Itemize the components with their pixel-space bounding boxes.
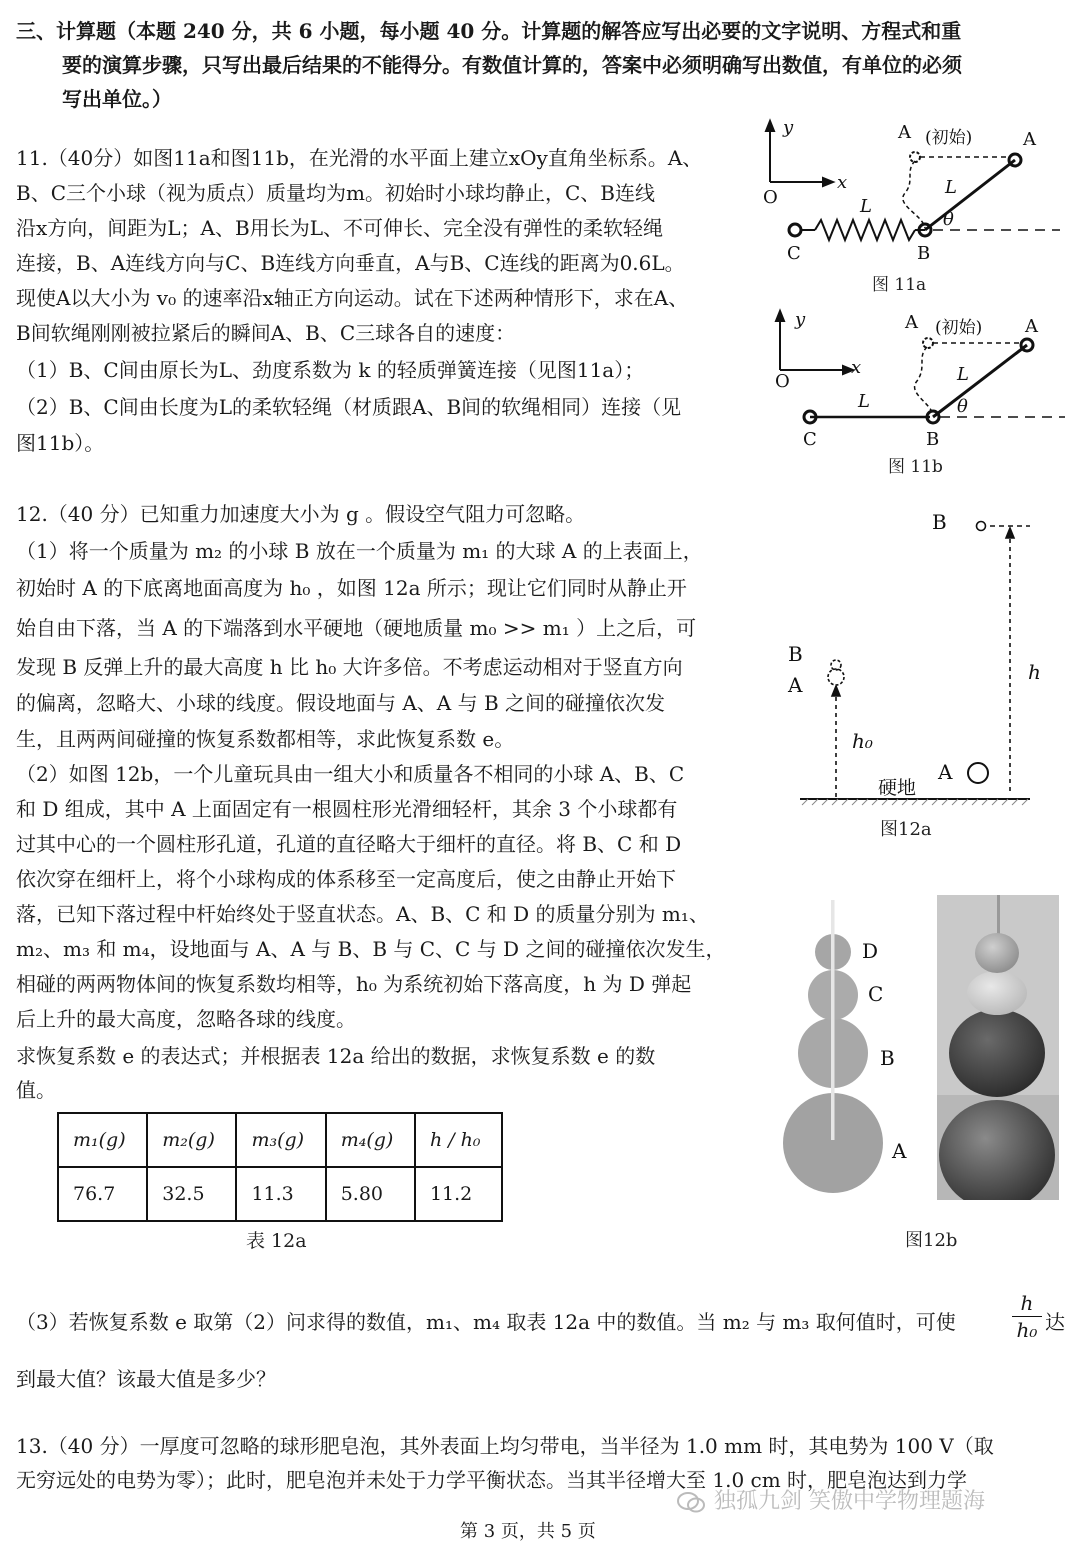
q13-line1: 13.（40 分）一厚度可忽略的球形肥皂泡，其外表面上均匀带电，当半径为 1.0 mm 时，其电势为 100 V（取: [16, 1434, 994, 1458]
fig11a-a-init: A: [898, 122, 911, 143]
q12-line: （2）如图 12b，一个儿童玩具由一组大小和质量各不相同的小球 A、B、C: [16, 762, 685, 786]
table-header-cell: h / h₀: [415, 1113, 502, 1167]
watermark-text: 独孤九剑 笑傲中学物理题海: [714, 1489, 985, 1514]
fig12a-a: A: [788, 673, 803, 697]
q12-line: 求恢复系数 e 的表达式；并根据表 12a 给出的数据，求恢复系数 e 的数: [16, 1044, 656, 1068]
fig11b-caption: 图 11b: [888, 457, 943, 477]
q11-line: B、C三个小球（视为质点）质量均为m。初始时小球均静止，C、B连线: [16, 181, 655, 205]
q11-line: 连接，B、A连线方向与C、B连线方向垂直，A与B、C连线的距离为0.6L。: [16, 251, 685, 275]
q11-line: （1）B、C间由原长为L、劲度系数为 k 的轻质弹簧连接（见图11a）；: [16, 358, 645, 382]
fig12a-b: B: [788, 642, 803, 666]
fig11b-b: B: [926, 429, 940, 450]
q12-part3-line1: （3）若恢复系数 e 取第（2）问求得的数值，m₁、m₄ 取表 12a 中的数值。当 m₂ 与 m₃ 取何值时，可使: [16, 1310, 956, 1334]
q12-line: 和 D 组成，其中 A 上面固定有一根圆柱形光滑细轻杆，其余 3 个小球都有: [16, 797, 678, 821]
fig12b-d: D: [862, 939, 879, 963]
q12-line: 生，且两两间碰撞的恢复系数都相等，求此恢复系数 e。: [16, 727, 515, 751]
fig12b-caption: 图12b: [905, 1230, 958, 1251]
q12-line: 落，已知下落过程中杆始终处于竖直状态。A、B、C 和 D 的质量分别为 m₁、: [16, 902, 709, 926]
figure-11b: [755, 305, 1075, 455]
figure-11a: [755, 115, 1075, 295]
fig11b-c: C: [803, 429, 817, 450]
table-row: [58, 1167, 502, 1221]
fraction-h-over-h0: [1012, 1290, 1042, 1343]
fig11b-init: (初始): [935, 318, 983, 338]
fig11a-b: B: [917, 243, 931, 264]
q11-line: B间软绳刚刚被拉紧后的瞬间A、B、C三球各自的速度：: [16, 321, 516, 345]
q12-line: 值。: [16, 1078, 56, 1102]
fig11a-init: (初始): [925, 128, 973, 148]
table-header-cell: m₄(g): [326, 1113, 415, 1167]
fraction-denominator: h₀: [1016, 1318, 1038, 1342]
table-12a-caption: 表 12a: [246, 1230, 307, 1252]
table-header-cell: m₂(g): [147, 1113, 236, 1167]
fig12b-b: B: [880, 1046, 895, 1070]
fig11a-a: A: [1023, 129, 1036, 150]
q12-line: 初始时 A 的下底离地面高度为 h₀ ，如图 12a 所示；现让它们同时从静止开: [16, 576, 687, 600]
watermark: [676, 1484, 985, 1515]
q12-line: 始自由下落，当 A 的下端落到水平硬地（硬地质量 m₀ >> m₁ ）上之后，可: [16, 616, 697, 640]
fig12a-caption: 图12a: [880, 819, 932, 840]
fraction-numerator: h: [1020, 1291, 1034, 1315]
fig12a-h: h: [1028, 660, 1041, 684]
q11-line: 11.（40分）如图11a和图11b，在光滑的水平面上建立xOy直角坐标系。A、: [16, 146, 703, 170]
table-header-cell: m₃(g): [236, 1113, 325, 1167]
fig11b-x: x: [851, 357, 862, 378]
table-header-row: [58, 1113, 502, 1167]
section-line-3: 写出单位。）: [62, 87, 172, 111]
table-header-cell: m₁(g): [58, 1113, 147, 1167]
fig12b-c: C: [868, 982, 884, 1006]
q11-line: 图11b）。: [16, 431, 105, 455]
table-cell: 32.5: [147, 1167, 236, 1221]
fig11b-y: y: [795, 309, 806, 330]
fig11a-o: O: [763, 187, 778, 208]
q12-line: 12.（40 分）已知重力加速度大小为 g 。假设空气阻力可忽略。: [16, 502, 586, 526]
fig11b-l1: L: [858, 391, 870, 412]
fig12b-a: A: [892, 1139, 907, 1163]
table-12a: [57, 1112, 503, 1222]
fig12a-ground: 硬地: [878, 777, 917, 799]
q12-part3-line2: 到最大值？该最大值是多少？: [16, 1367, 276, 1391]
fig12a-h0: h₀: [852, 729, 873, 753]
wechat-icon: [676, 1491, 706, 1513]
fig11a-x: x: [837, 172, 848, 193]
q12-line: 依次穿在细杆上，将个小球构成的体系移至一定高度后，使之由静止开始下: [16, 867, 676, 891]
fig11b-a: A: [1025, 316, 1038, 337]
q12-line: m₂、m₃ 和 m₄，设地面与 A、A 与 B、B 与 C、C 与 D 之间的碰撞依次发生，: [16, 937, 726, 961]
page-footer: 第 3 页，共 5 页: [460, 1521, 596, 1542]
table-cell: 5.80: [326, 1167, 415, 1221]
q12-line: 相碰的两两物体间的恢复系数均相等，h₀ 为系统初始下落高度，h 为 D 弹起: [16, 972, 692, 996]
q12-line: 后上升的最大高度，忽略各球的线度。: [16, 1007, 356, 1031]
q11-line: 沿x方向，间距为L；A、B用长为L、不可伸长、完全没有弹性的柔软轻绳: [16, 216, 663, 240]
fig11a-theta: θ: [943, 209, 954, 230]
fig11a-l1: L: [860, 196, 872, 217]
fig11a-caption: 图 11a: [872, 275, 927, 295]
fig12a-b-top: B: [932, 510, 947, 534]
figure-12b-diagram: [780, 895, 930, 1195]
fig11b-theta: θ: [957, 396, 968, 417]
fig11b-l2: L: [957, 364, 969, 385]
table-cell: 76.7: [58, 1167, 147, 1221]
q11-line: 现使A以大小为 v₀ 的速率沿x轴正方向运动。试在下述两种情形下，求在A、: [16, 286, 689, 310]
q12-line: 过其中心的一个圆柱形孔道，孔道的直径略大于细杆的直径。将 B、C 和 D: [16, 832, 682, 856]
q12-line: 发现 B 反弹上升的最大高度 h 比 h₀ 大许多倍。不考虑运动相对于竖直方向: [16, 655, 683, 679]
figure-12b-photo: [937, 895, 1059, 1200]
fig12a-a2: A: [938, 760, 953, 784]
figure-12a: [780, 505, 1070, 825]
q12-part3-tail: 达: [1045, 1310, 1065, 1334]
q13-line2: 无穷远处的电势为零）；此时，肥皂泡并未处于力学平衡状态。当其半径增大至 1.0 cm 时，肥皂泡达到力学: [16, 1468, 968, 1492]
section-line-1: 三、计算题（本题 240 分，共 6 小题，每小题 40 分。计算题的解答应写出必要的文字说明、方程式和重: [16, 19, 962, 43]
fig11b-a-init: A: [905, 312, 918, 333]
section-line-2: 要的演算步骤，只写出最后结果的不能得分。有数值计算的，答案中必须明确写出数值，有单位的必须: [62, 53, 962, 77]
q12-line: （1）将一个质量为 m₂ 的小球 B 放在一个质量为 m₁ 的大球 A 的上表面上，: [16, 539, 703, 563]
fig11a-l2: L: [945, 177, 957, 198]
table-cell: 11.2: [415, 1167, 502, 1221]
q11-line: （2）B、C间由长度为L的柔软轻绳（材质跟A、B间的软绳相同）连接（见: [16, 395, 682, 419]
fig11a-y: y: [783, 117, 794, 138]
q12-line: 的偏离，忽略大、小球的线度。假设地面与 A、A 与 B 之间的碰撞依次发: [16, 691, 666, 715]
fig11b-o: O: [775, 371, 790, 392]
table-cell: 11.3: [236, 1167, 325, 1221]
fig11a-c: C: [787, 243, 801, 264]
